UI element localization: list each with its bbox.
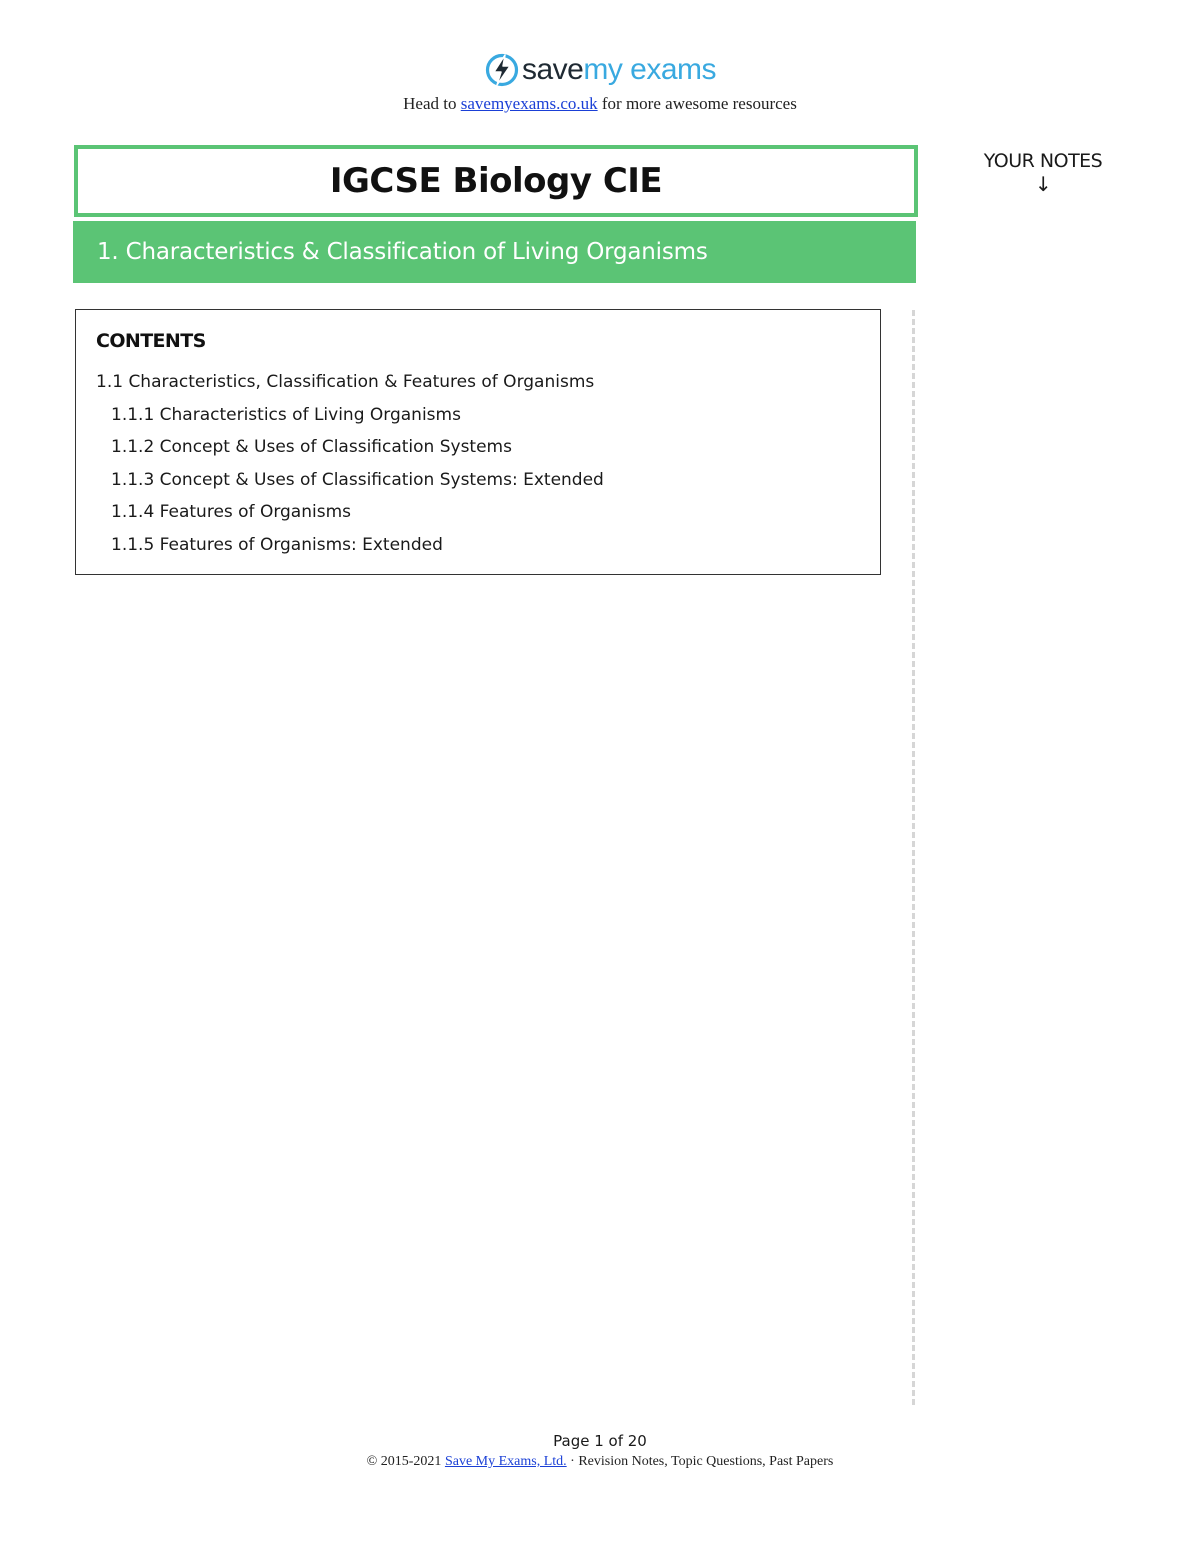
toc-item-1-1-3[interactable]: 1.1.3 Concept & Uses of Classification Systems: Extended	[111, 469, 604, 490]
savemyexams-logo[interactable]	[484, 48, 716, 92]
copyright-line	[0, 1452, 1200, 1472]
contents-heading: CONTENTS	[96, 330, 206, 352]
lightning-bolt-icon	[484, 52, 520, 88]
document-title: IGCSE Biology CIE	[329, 161, 663, 201]
page-header	[0, 48, 1200, 114]
tagline-suffix: for more awesome resources	[597, 94, 797, 113]
topic-banner	[73, 221, 916, 283]
toc-item-1-1-5[interactable]: 1.1.5 Features of Organisms: Extended	[111, 534, 443, 555]
toc-item-1-1[interactable]: 1.1 Characteristics, Classification & Features of Organisms	[96, 372, 595, 392]
toc-item-1-1-4[interactable]: 1.1.4 Features of Organisms	[111, 502, 352, 522]
savemyexams-link[interactable]: savemyexams.co.uk	[460, 94, 598, 113]
logo-wordmark	[522, 50, 716, 90]
page-footer	[0, 1430, 1200, 1472]
tagline-prefix: Head to	[403, 94, 461, 113]
logo-word-save: save	[521, 53, 584, 86]
contents-box	[75, 309, 881, 575]
notes-margin-divider	[912, 310, 915, 1405]
page-number: Page 1 of 20	[553, 1432, 647, 1450]
header-tagline	[0, 94, 1200, 114]
copyright-prefix: © 2015-2021	[366, 1454, 445, 1469]
save-my-exams-link[interactable]: Save My Exams, Ltd.	[444, 1454, 567, 1469]
your-notes-text: YOUR NOTES	[983, 150, 1103, 172]
copyright-suffix: · Revision Notes, Topic Questions, Past Papers	[566, 1454, 834, 1469]
toc-item-1-1-1[interactable]: 1.1.1 Characteristics of Living Organisms	[111, 404, 461, 425]
document-title-box	[74, 145, 918, 217]
topic-title: 1. Characteristics & Classification of Living Organisms	[97, 239, 708, 265]
your-notes-label	[960, 148, 1126, 194]
arrow-down-icon: ↓	[1034, 172, 1052, 196]
toc-item-1-1-2[interactable]: 1.1.2 Concept & Uses of Classification Systems	[111, 437, 512, 457]
logo-word-my-exams: my exams	[583, 53, 717, 86]
